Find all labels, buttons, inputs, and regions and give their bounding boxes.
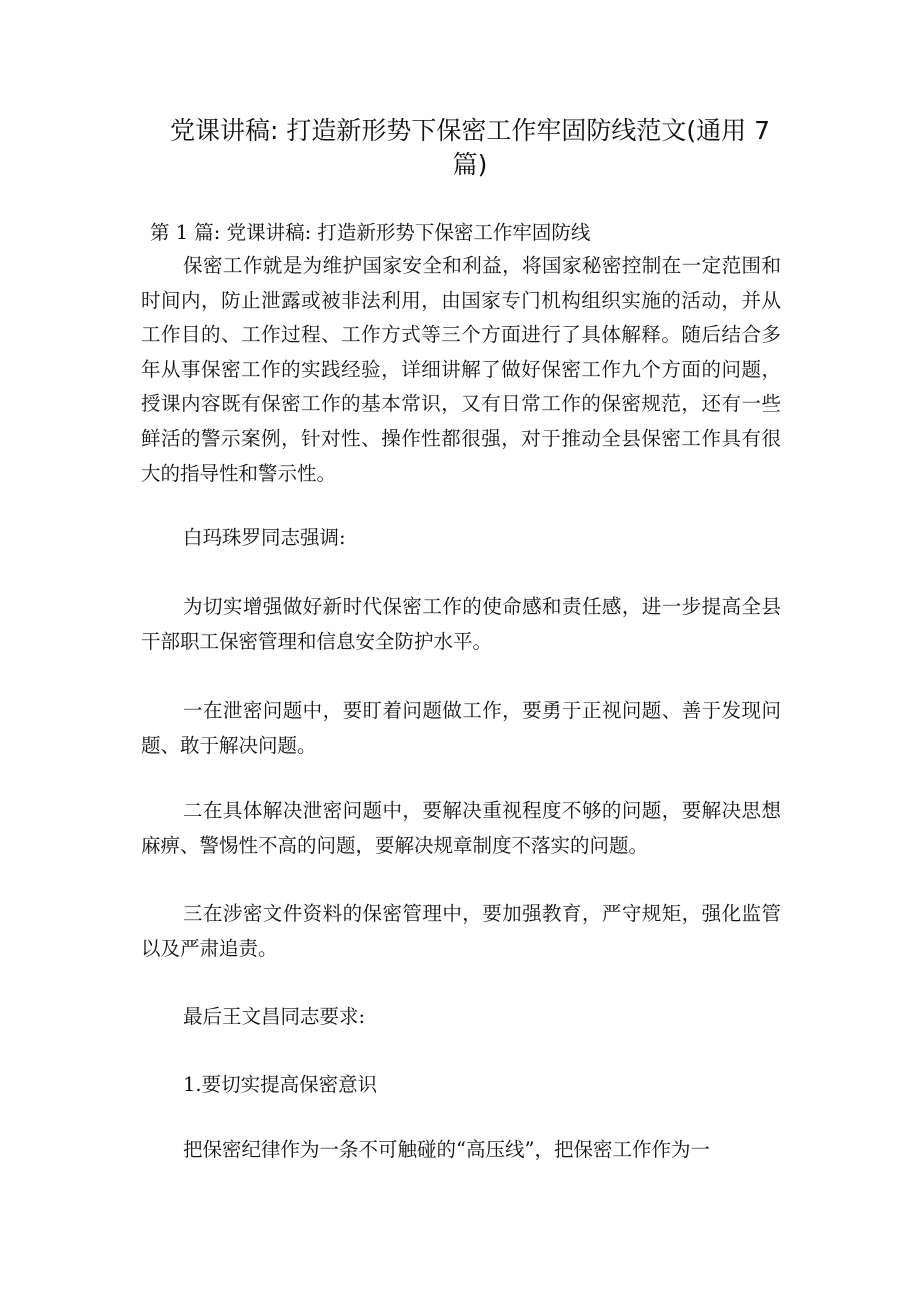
paragraph-purpose: 为切实增强做好新时代保密工作的使命感和责任感，进一步提高全县干部职工保密管理和信息安全防护水平。	[141, 595, 781, 653]
paragraph-point-three: 三在涉密文件资料的保密管理中，要加强教育，严守规矩，强化监管以及严肃追责。	[141, 902, 781, 960]
paragraph-emphasis-lead: 白玛珠罗同志强调:	[183, 526, 346, 549]
paragraph-intro: 保密工作就是为维护国家安全和利益，将国家秘密控制在一定范围和时间内，防止泄露或被非法利用，由国家专门机构组织实施的活动，并从工作目的、工作过程、工作方式等三个方面进行了具体解释。随后结合多年从事保密工作的实践经验，详细讲解了做好保密工作九个方面的问题，授课内容既有保密工作的基本常识，又有日常工作的保密规范，还有一些鲜活的警示案例，针对性、操作性都很强，对于推动全县保密工作具有很大的指导性和警示性。	[141, 254, 781, 485]
paragraph-discipline: 把保密纪律作为一条不可触碰的“高压线”，把保密工作作为一	[183, 1138, 710, 1161]
section-heading: 第 1 篇: 党课讲稿: 打造新形势下保密工作牢固防线	[150, 221, 591, 244]
document-title: 党课讲稿: 打造新形势下保密工作牢固防线范文(通用 7 篇)	[170, 116, 770, 179]
paragraph-subheading-one: 1.要切实提高保密意识	[183, 1073, 378, 1096]
paragraph-requirements-lead: 最后王文昌同志要求:	[183, 1005, 366, 1028]
paragraph-point-two: 二在具体解决泄密问题中，要解决重视程度不够的问题，要解决思想麻痹、警惕性不高的问题，要解决规章制度不落实的问题。	[141, 799, 781, 857]
paragraph-point-one: 一在泄密问题中，要盯着问题做工作，要勇于正视问题、善于发现问题、敢于解决问题。	[141, 699, 781, 757]
